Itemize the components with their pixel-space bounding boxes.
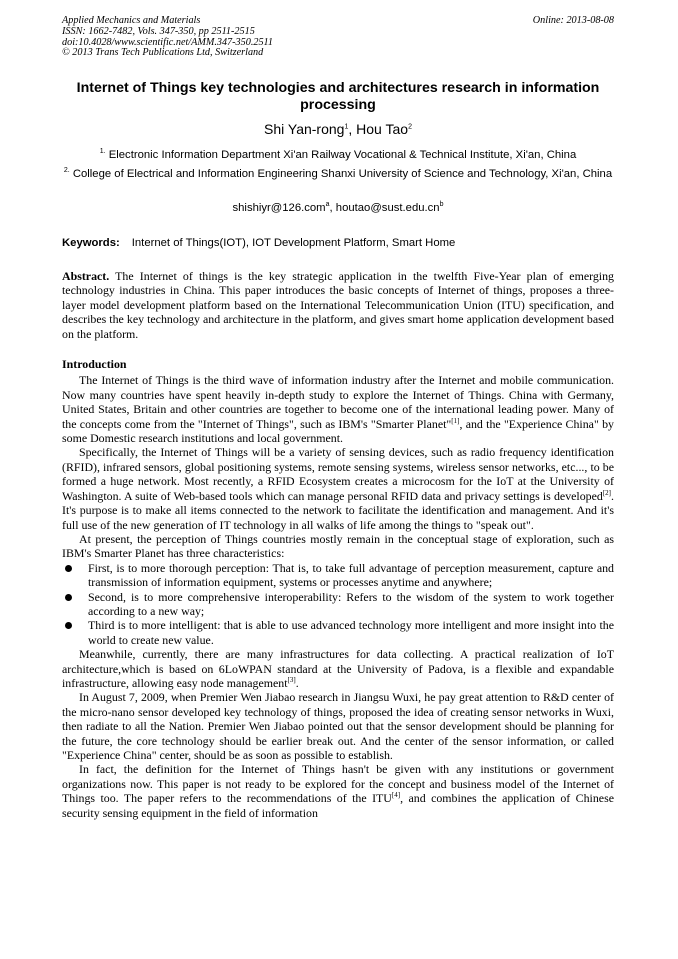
list-item [62,561,614,590]
keywords-text: Internet of Things(IOT), IOT Development Platform, Smart Home [131,237,456,249]
bullet-icon [65,565,72,572]
citation-2: [2] [602,488,612,497]
doi-line: doi:10.4028/www.scientific.net/AMM.347-350.2511 [62,36,273,48]
list-item-text: Third is to more intelligent: that is able to use advanced technology more intelligent and more insight into the world to create new value. [88,618,614,647]
intro-p4-text-b: . [295,675,299,690]
intro-paragraph-2 [62,445,614,531]
intro-paragraph-3: At present, the perception of Things countries mostly remain in the conceptual stage of exploration, such as IBM's Smarter Planet has three characteristics: [62,531,614,561]
intro-paragraph-5: In August 7, 2009, when Premier Wen Jiabao research in Jiangsu Wuxi, he pay great attention to R&D center of the micro-nano sensor developed key technology of things, proposed the idea of creating sensor networks in Wuxi, then radiate to all the Nation. Premier Wen Jiabao pointed out that the sensor development should be planning for the future, the core technology should be earlier break out. And the center of the sensor information, or called "Experience China" center, should be as soon as possible to establish. [62,690,614,762]
author-separator: , [348,121,357,137]
citation-4: [4] [391,791,401,800]
online-date: Online: 2013-08-08 [532,15,614,26]
intro-paragraph-6 [62,762,614,820]
author-2-name: Hou Tao [356,121,409,137]
running-header [62,16,614,59]
list-item [62,618,614,647]
list-item-text: First, is to more thorough perception: That is, to take full advantage of perception measurement, capture and transmission of information equipment, systems or processes anytime and anywhere; [88,560,614,590]
list-item [62,590,614,619]
keywords-line [62,236,614,250]
affiliation-2 [62,167,614,181]
affiliation-1-mark: 1. [99,148,106,156]
intro-p6-text-b: , and combines the application of Chinese security sensing equipment in the field of information [62,791,614,820]
author-1-name: Shi Yan-rong [264,121,345,137]
email-line [62,201,614,215]
journal-name: Applied Mechanics and Materials [62,15,201,26]
email-2-sup: b [439,201,444,209]
affiliation-1-text: Electronic Information Department Xi'an Railway Vocational & Technical Institute, Xi'an, China [108,149,577,161]
email-2[interactable]: houtao@sust.edu.cn [335,202,440,214]
intro-p6-text-a: In fact, the definition for the Internet of Things hasn't be given with any institutions or government organizations now. This paper is not ready to be explored for the concept and business model of the Internet of Things too. The paper refers to the recommendations of the ITU [62,762,614,806]
bullet-icon [65,622,72,629]
intro-p1-text-b: , and the "Experience China" by some Domestic research institutions and local government. [62,416,614,446]
intro-p2-text-a: Specifically, the Internet of Things will be a variety of sensing devices, such as radio frequency identification (RFID), infrared sensors, global positioning systems, remote sensing systems, wireless sensor networks, etc..., to be formed a huge network. Most recently, a RFID Ecosystem creates a microcosm for the IoT at the University of Washington. A suite of Web-based tools which can manage personal RFID data and privacy settings is developed [62,445,614,503]
abstract-label: Abstract. [62,269,110,283]
list-item-text: Second, is to more comprehensive interoperability: Refers to the wisdom of the system to work together according to a new way; [88,589,614,618]
author-1-sup: 1 [344,123,349,131]
email-1[interactable]: shishiyr@126.com [232,202,326,214]
body-text [62,269,614,820]
intro-p4-text-a: Meanwhile, currently, there are many infrastructures for data collecting. A practical realization of IoT architecture,which is based on 6LoWPAN standard at the University of Padova, is a flexible and expandable infrastructure, allowing easy node management [62,647,614,690]
introduction-heading: Introduction [62,357,127,372]
bullet-icon [65,594,72,601]
affiliation-2-mark: 2. [63,167,70,175]
paper-title: Internet of Things key technologies and architectures research in information processing [76,80,600,113]
copyright-line: © 2013 Trans Tech Publications Ltd, Switzerland [62,47,264,59]
abstract-paragraph [62,269,614,341]
intro-p1-text-a: The Internet of Things is the third wave of information industry after the Internet and mobile communication. Now many countries have spent heavily in-depth study to explore the Internet of Things. China with Germany, United States, Britain and other countries are together to become one of the international leading power. Many of the concepts come from the "Internet of Things", such as IBM's "Smarter Planet" [62,373,614,431]
keywords-label: Keywords: [62,237,120,249]
email-1-sup: a [325,201,330,209]
affiliation-2-text: College of Electrical and Information Engineering Shanxi University of Science and Technology, Xi'an, China [72,168,613,180]
characteristics-list [62,561,614,647]
citation-3: [3] [287,676,296,684]
intro-paragraph-1 [62,373,614,445]
author-line [62,120,614,138]
affiliation-1 [62,148,614,162]
author-2-sup: 2 [408,123,412,131]
citation-1: [1] [451,416,460,425]
issn-line: ISSN: 1662-7482, Vols. 347-350, pp 2511-2515 [62,25,255,37]
email-separator: , [329,202,336,214]
intro-p2-text-b: . It's purpose is to make all items connected to the network to facilitate the identification and management. And it's full use of the new generation of IT technology in all walks of life among the things to "speak out". [62,488,614,532]
abstract-text: The Internet of things is the key strategic application in the twelfth Five-Year plan of emerging technology industries in China. This paper introduces the basic concepts of Internet of things, proposes a three-layer model development platform based on the International Telecommunication Union (ITU) specification, and describes the key technology and architecture in the platform, and gives smart home application development based on the platform. [62,269,614,341]
intro-paragraph-4 [62,647,614,690]
